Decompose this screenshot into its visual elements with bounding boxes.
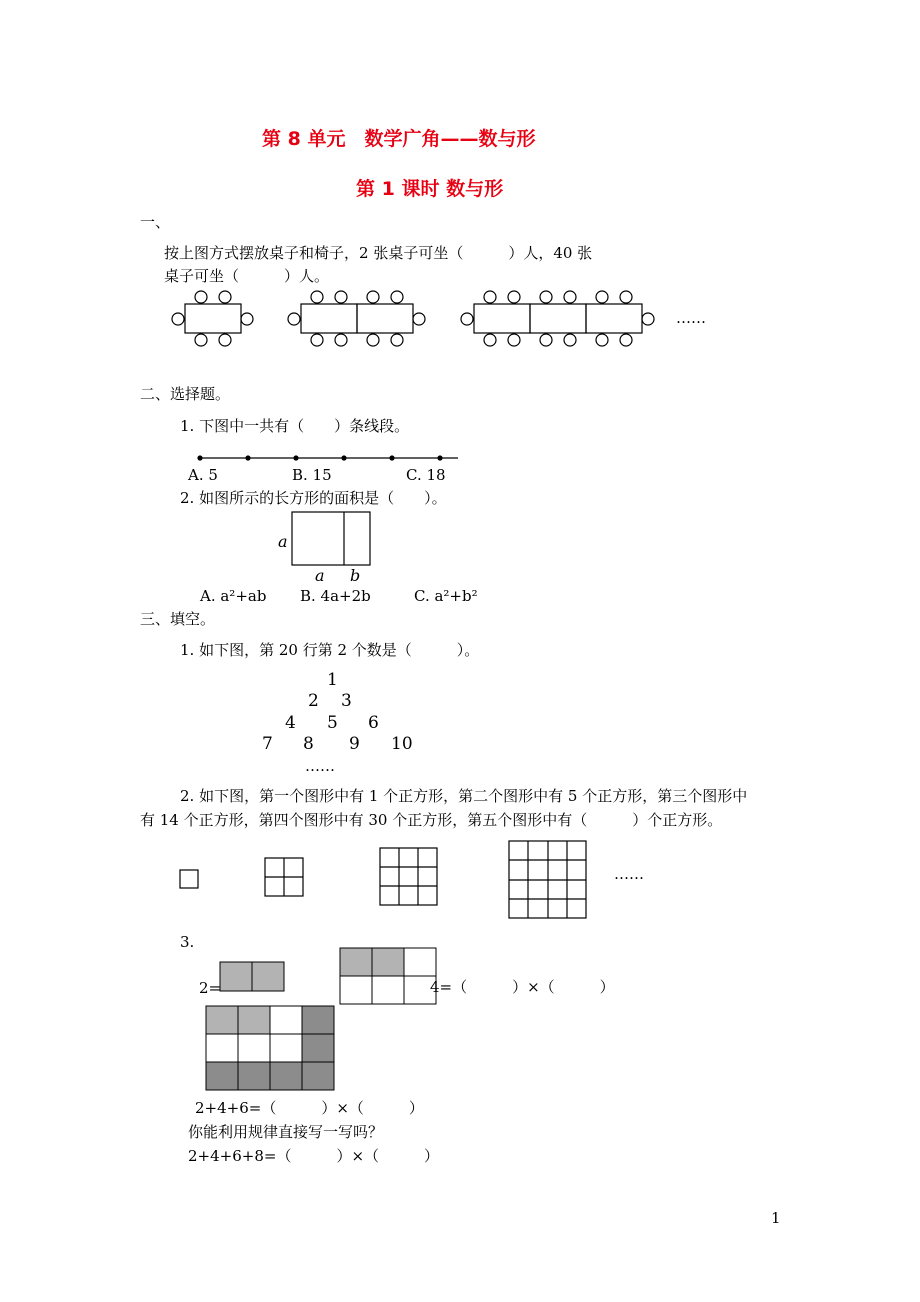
section-1-label: 一、 — [140, 213, 171, 231]
rectangle-area-figure — [292, 512, 370, 565]
line-segment-figure — [197, 455, 458, 460]
q3-3-number: 3. — [180, 933, 195, 951]
triangle-number: 10 — [391, 734, 413, 754]
table — [357, 304, 413, 333]
chair — [172, 313, 184, 325]
q3-3-eq3: 2+4+6=（ ）×（ ） — [195, 1099, 424, 1117]
q3-3-eq2: 4=（ ）×（ ） — [430, 978, 615, 996]
section-3-label: 三、填空。 — [140, 610, 216, 628]
rect-side-label-a: a — [278, 532, 288, 551]
q3-1-text: 1. 如下图，第 20 行第 2 个数是（ ）。 — [180, 641, 480, 659]
section-1-text-line1: 按上图方式摆放桌子和椅子，2 张桌子可坐（ ）人，40 张 — [164, 244, 593, 262]
section-1-text-line2: 桌子可坐（ ）人。 — [164, 267, 330, 285]
even-sum-figure-2 — [340, 948, 436, 1004]
section-2-label: 二、选择题。 — [140, 385, 231, 403]
squares-ellipsis: …… — [614, 865, 644, 883]
q2-2-option-b: B. 4a+2b — [300, 587, 371, 605]
q2-2-text: 2. 如图所示的长方形的面积是（ ）。 — [180, 489, 447, 507]
table — [301, 304, 357, 333]
q3-3-eq4: 2+4+6+8=（ ）×（ ） — [188, 1147, 440, 1165]
triangle-ellipsis: …… — [305, 757, 335, 775]
q2-1-text: 1. 下图中一共有（ ）条线段。 — [180, 417, 410, 435]
tables-ellipsis: …… — [676, 309, 706, 327]
q2-1-option-b: B. 15 — [292, 466, 332, 484]
triangle-number: 2 — [308, 691, 319, 711]
triangle-number: 5 — [327, 713, 338, 733]
chair — [219, 291, 231, 303]
triangle-number: 9 — [349, 734, 360, 754]
page-title: 第 8 单元 数学广角——数与形 — [262, 128, 536, 150]
grid-1x1 — [180, 870, 198, 888]
triangle-number: 4 — [285, 713, 296, 733]
table — [530, 304, 586, 333]
grid-3x3 — [380, 848, 437, 905]
table — [185, 304, 241, 333]
rect-bottom-label-a: a — [315, 566, 325, 585]
triangle-number: 1 — [327, 670, 338, 690]
q3-2-text-line2: 有 14 个正方形，第四个图形中有 30 个正方形，第五个图形中有（ ）个正方形。 — [140, 811, 723, 829]
q3-3-eq1: 2= — [199, 979, 222, 997]
triangle-number: 7 — [262, 734, 273, 754]
square-grid-figures — [180, 841, 586, 918]
chair — [195, 291, 207, 303]
q3-2-text-line1: 2. 如下图，第一个图形中有 1 个正方形，第二个图形中有 5 个正方形，第三个图形中 — [180, 787, 748, 805]
table — [586, 304, 642, 333]
lesson-subtitle: 第 1 课时 数与形 — [356, 178, 504, 200]
triangle-number: 8 — [303, 734, 314, 754]
triangle-number: 3 — [341, 691, 352, 711]
q3-3-prompt: 你能利用规律直接写一写吗？ — [188, 1123, 384, 1141]
q2-1-option-c: C. 18 — [406, 466, 446, 484]
chair — [195, 334, 207, 346]
q2-1-option-a: A. 5 — [188, 466, 218, 484]
tables-chairs-figure — [172, 291, 654, 346]
even-sum-figure-1 — [220, 962, 284, 991]
table — [474, 304, 530, 333]
q2-2-option-c: C. a²+b² — [414, 587, 478, 605]
page-number: 1 — [771, 1209, 781, 1227]
q2-2-option-a: A. a²+ab — [200, 587, 267, 605]
rect-bottom-label-b: b — [350, 566, 361, 585]
even-sum-figure-3 — [206, 1006, 334, 1090]
chair — [241, 313, 253, 325]
triangle-number: 6 — [368, 713, 379, 733]
chair — [219, 334, 231, 346]
